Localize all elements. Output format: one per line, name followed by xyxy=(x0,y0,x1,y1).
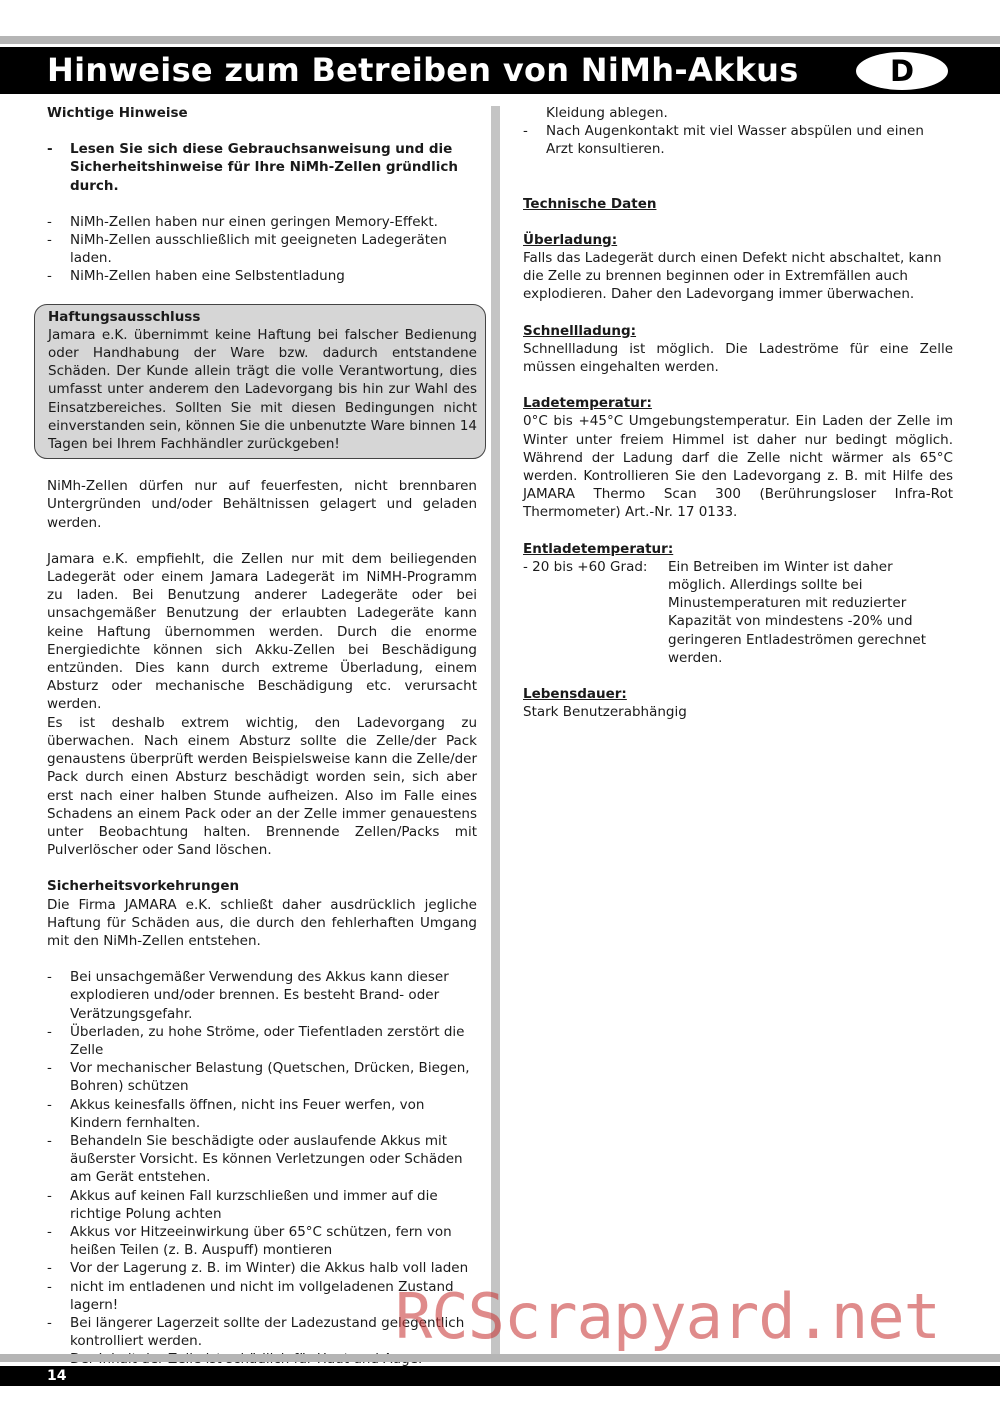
lifetime-heading: Lebensdauer: xyxy=(523,686,627,703)
list-item: - Behandeln Sie beschädigte oder auslaufende Akkus mit äußerster Vorsicht. Es können Verletzungen oder Schäden am Gerät entstehen. xyxy=(47,1132,477,1187)
lifetime-text: Stark Benutzerabhängig xyxy=(523,704,687,721)
top-stripe xyxy=(0,36,1000,44)
list-item: - nicht im entladenen und nicht im vollgeladenen Zustand lagern! xyxy=(47,1278,477,1314)
left-column xyxy=(47,104,477,1387)
fast-charge-text: Schnellladung ist möglich. Die Ladeströme für eine Zelle müssen eingehalten werden. xyxy=(523,340,953,376)
discharge-temperature-text: Ein Betreiben im Winter ist daher möglich. Allerdings sollte bei Minustemperaturen mit reduzierter Kapazität von mindestens -20% und geringeren Entladeströmen gerechnet werden. xyxy=(668,558,927,666)
list-item: - Vor der Lagerung z. B. im Winter) die Akkus halb voll laden xyxy=(47,1259,477,1277)
list-item: - Akkus vor Hitzeeinwirkung über 65°C schützen, fern von heißen Teilen (z. B. Auspuff) montieren xyxy=(47,1223,477,1259)
list-item: - NiMh-Zellen haben eine Selbstentladung xyxy=(47,267,477,285)
watermark: RCScrapyard.net xyxy=(395,1280,940,1353)
disclaimer-box xyxy=(34,304,486,460)
safety-heading: Sicherheitsvorkehrungen xyxy=(47,878,240,895)
header-bar xyxy=(0,47,1000,94)
disclaimer-text: Jamara e.K. übernimmt keine Haftung bei falscher Bedienung oder Handhabung der Ware bzw. dadurch entstandene Schäden. Der Kunde allein trägt die volle Verantwortung, dies umfasst unter anderem den Ladevorgang bis hin zur Wahl des Einsatzbereiches. Sollten Sie mit diesen Bedingungen nicht einverstanden sein, können Sie die unbenutzte Ware binnen 14 Tagen bei Ihrem Fachhändler zurückgeben! xyxy=(48,326,478,453)
safety-intro: Die Firma JAMARA e.K. schließt daher ausdrücklich jegliche Haftung für Schäden aus, die durch den fehlerhaften Umgang mit den NiMh-Zellen entstehen. xyxy=(47,896,477,949)
intro-list xyxy=(47,213,477,286)
list-item: - Bei längerer Lagerzeit sollte der Ladezustand gelegentlich kontrolliert werden. xyxy=(47,1314,477,1350)
list-item: - Bei unsachgemäßer Verwendung des Akkus kann dieser explodieren und/oder brennen. Es besteht Brand- oder Verätzungsgefahr. xyxy=(47,968,477,1023)
technical-data-heading: Technische Daten xyxy=(523,195,657,212)
page-title: Hinweise zum Betreiben von NiMh-Akkus xyxy=(47,51,799,89)
page-number: 14 xyxy=(47,1368,67,1384)
continued-text: Kleidung ablegen. xyxy=(546,105,668,121)
charge-temperature-heading: Ladetemperatur: xyxy=(523,395,652,412)
list-item: - Akkus auf keinen Fall kurzschließen und immer auf die richtige Polung achten xyxy=(47,1187,477,1223)
wichtige-hinweise-heading: Wichtige Hinweise xyxy=(47,105,188,121)
column-divider xyxy=(491,106,500,1358)
list-item: - Akkus keinesfalls öffnen, nicht ins Feuer werfen, von Kindern fernhalten. xyxy=(47,1096,477,1132)
continued-list xyxy=(523,122,953,158)
paragraph: NiMh-Zellen dürfen nur auf feuerfesten, nicht brennbaren Untergründen und/oder Behältnissen gelagert und geladen werden. xyxy=(47,478,477,531)
discharge-temperature-range: - 20 bis +60 Grad: xyxy=(523,558,648,575)
disclaimer-heading: Haftungsausschluss xyxy=(48,308,201,325)
list-item: - Nach Augenkontakt mit viel Wasser abspülen und einen Arzt konsultieren. xyxy=(523,122,953,158)
important-list xyxy=(47,140,477,195)
paragraph: Es ist deshalb extrem wichtig, den Ladevorgang zu überwachen. Nach einem Absturz sollte die Zelle/der Pack genaustens überprüft werden Beispielsweise kann die Zelle/der Pack durch einen Absturz beschädigt worden sein, sich aber erst nach einer halben Stunde aufheizen. Also im Falle eines Schadens an einem Pack oder an der Zelle immer genauestens unter Beobachtung halten. Brennende Zellen/Packs mit Pulverlöscher oder Sand löschen. xyxy=(47,714,477,859)
discharge-temperature-row xyxy=(523,558,953,667)
important-item: - Lesen Sie sich diese Gebrauchsanweisung und die Sicherheitshinweise für Ihre NiMh-Zellen gründlich durch. xyxy=(47,140,477,195)
overcharge-heading: Überladung: xyxy=(523,231,618,248)
language-badge: D xyxy=(856,52,948,90)
footer-bar xyxy=(0,1366,1000,1386)
overcharge-text: Falls das Ladegerät durch einen Defekt nicht abschaltet, kann die Zelle zu brennen beginnen oder in Extremfällen auch explodieren. Daher den Ladevorgang immer überwachen. xyxy=(523,250,942,303)
fast-charge-heading: Schnellladung: xyxy=(523,322,637,339)
bottom-stripe xyxy=(0,1354,1000,1362)
discharge-temperature-heading: Entladetemperatur: xyxy=(523,540,674,557)
right-column xyxy=(523,104,953,721)
list-item: - NiMh-Zellen haben nur einen geringen Memory-Effekt. xyxy=(47,213,477,231)
paragraph: Jamara e.K. empfiehlt, die Zellen nur mit dem beiliegenden Ladegerät oder einem Jamara Ladegerät im NiMH-Programm zu laden. Bei Benutzung anderer Ladegeräte oder bei unsachgemäßer Benutzung der erlaubten Ladegeräte kann keine Haftung übernommen werden. Durch die enorme Energiedichte können sich Akku-Zellen bei Beschädigung entzünden. Dies kann durch extreme Überladung, einem Absturz oder mechanische Beschädigung etc. verursacht werden. xyxy=(47,550,477,713)
list-item: - Vor mechanischer Belastung (Quetschen, Drücken, Biegen, Bohren) schützen xyxy=(47,1059,477,1095)
list-item: - Überladen, zu hohe Ströme, oder Tiefentladen zerstört die Zelle xyxy=(47,1023,477,1059)
list-item: - NiMh-Zellen ausschließlich mit geeigneten Ladegeräten laden. xyxy=(47,231,477,267)
charge-temperature-text: 0°C bis +45°C Umgebungstemperatur. Ein Laden der Zelle im Winter unter freiem Himmel ist daher nur bedingt möglich. Während der Ladung darf die Zelle nicht wärmer als 65°C werden. Kontrollieren Sie den Ladevorgang z. B. mit Hilfe des JAMARA Thermo Scan 300 (Berührungsloser Infra-Rot Thermometer) Art.-Nr. 17 0133. xyxy=(523,413,953,521)
